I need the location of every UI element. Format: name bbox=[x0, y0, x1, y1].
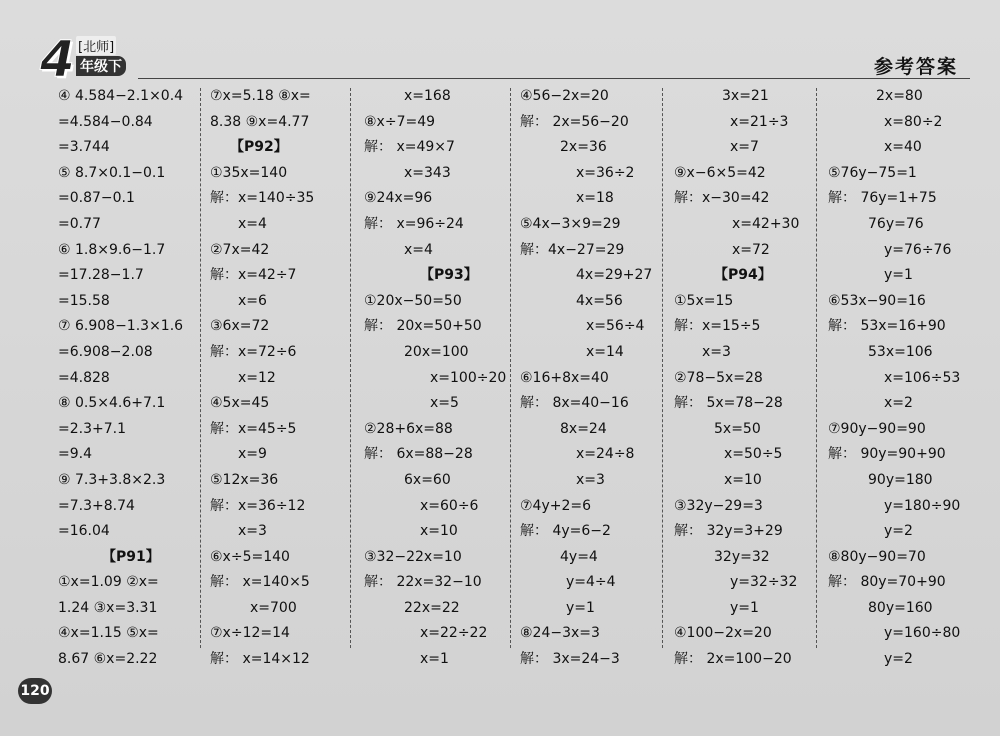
answer-line: =3.744 bbox=[58, 139, 110, 156]
answer-line: ②7x=42 bbox=[210, 241, 270, 258]
answer-line: 解： x=96÷24 bbox=[364, 215, 464, 232]
answer-line: ⑧24−3x=3 bbox=[520, 625, 600, 642]
answer-line: x=36÷2 bbox=[576, 164, 635, 181]
answer-line: ①x=1.09 ②x= bbox=[58, 574, 159, 591]
answer-line: 解：4x−27=29 bbox=[520, 241, 625, 258]
answer-line: 8.38 ⑨x=4.77 bbox=[210, 113, 310, 130]
answer-line: x=14 bbox=[586, 343, 624, 360]
answer-line: x=18 bbox=[576, 190, 614, 207]
answer-line: ③32−22x=10 bbox=[364, 548, 462, 565]
answer-line: =6.908−2.08 bbox=[58, 343, 153, 360]
answer-line: x=3 bbox=[576, 471, 605, 488]
answer-line: ④5x=45 bbox=[210, 395, 270, 412]
answer-line: =4.828 bbox=[58, 369, 110, 386]
answer-line: x=56÷4 bbox=[586, 318, 645, 335]
answer-line: 解： x=49×7 bbox=[364, 139, 455, 156]
answer-line: ④ 4.584−2.1×0.4 bbox=[58, 88, 184, 104]
answer-line: ⑤76y−75=1 bbox=[828, 164, 917, 181]
answer-line: 解：x−30=42 bbox=[674, 190, 770, 207]
answer-line: ⑥16+8x=40 bbox=[520, 369, 609, 386]
page-number: 120 bbox=[18, 678, 52, 704]
answer-line: ②78−5x=28 bbox=[674, 369, 763, 386]
answer-line: x=60÷6 bbox=[420, 497, 479, 514]
answer-line: ⑤ 8.7×0.1−0.1 bbox=[58, 164, 166, 181]
answer-line: 解： 6x=88−28 bbox=[364, 446, 473, 463]
answer-line: y=4÷4 bbox=[566, 574, 616, 591]
edition-label: [北师] bbox=[76, 36, 116, 55]
answer-line: x=12 bbox=[238, 369, 276, 386]
answer-line: ③6x=72 bbox=[210, 318, 270, 335]
answer-line: x=10 bbox=[420, 523, 458, 540]
answer-column-6 bbox=[828, 84, 978, 668]
answer-line: x=1 bbox=[420, 651, 449, 668]
answer-line: ②28+6x=88 bbox=[364, 420, 453, 437]
answer-line: ⑥x÷5=140 bbox=[210, 548, 290, 565]
answer-line: y=2 bbox=[884, 523, 913, 540]
answer-line: ⑦4y+2=6 bbox=[520, 497, 592, 514]
answer-line: 解：x=140÷35 bbox=[210, 190, 315, 207]
answer-line: 4x=56 bbox=[576, 292, 623, 309]
answer-line: 解： 8x=40−16 bbox=[520, 395, 629, 412]
answer-line: x=106÷53 bbox=[884, 369, 961, 386]
answer-line: =9.4 bbox=[58, 446, 92, 463]
answer-line: ④56−2x=20 bbox=[520, 88, 609, 104]
answer-line: x=72 bbox=[732, 241, 770, 258]
answer-line: 解： 90y=90+90 bbox=[828, 446, 946, 463]
answer-line: 解： 20x=50+50 bbox=[364, 318, 482, 335]
answer-line: x=4 bbox=[238, 215, 267, 232]
answer-line: 8x=24 bbox=[560, 420, 607, 437]
answer-line: 解：x=36÷12 bbox=[210, 497, 306, 514]
answer-line: y=160÷80 bbox=[884, 625, 961, 642]
answer-line: ⑧x÷7=49 bbox=[364, 113, 436, 130]
grade-badge bbox=[40, 30, 140, 88]
answer-line: x=22÷22 bbox=[420, 625, 488, 642]
answer-line: 2x=80 bbox=[876, 88, 923, 104]
answer-line: y=2 bbox=[884, 651, 913, 668]
answer-line: y=1 bbox=[884, 267, 913, 284]
answer-line: 解： 4y=6−2 bbox=[520, 523, 611, 540]
answer-line: x=3 bbox=[238, 523, 267, 540]
section-heading: 【P92】 bbox=[230, 139, 288, 156]
answer-line: 4y=4 bbox=[560, 548, 598, 565]
answer-line: =4.584−0.84 bbox=[58, 113, 153, 130]
answer-line: x=42+30 bbox=[732, 215, 800, 232]
answer-line: x=7 bbox=[730, 139, 759, 156]
answer-line: 2x=36 bbox=[560, 139, 607, 156]
answer-line: x=40 bbox=[884, 139, 922, 156]
answer-line: y=32÷32 bbox=[730, 574, 798, 591]
answer-line: 解： 3x=24−3 bbox=[520, 651, 620, 668]
answer-line: ①5x=15 bbox=[674, 292, 734, 309]
answer-line: x=2 bbox=[884, 395, 913, 412]
answer-line: x=10 bbox=[724, 471, 762, 488]
grade-number: 4 bbox=[40, 30, 75, 88]
answer-line: ⑤12x=36 bbox=[210, 471, 279, 488]
answer-line: x=80÷2 bbox=[884, 113, 943, 130]
answer-line: 解： 32y=3+29 bbox=[674, 523, 783, 540]
answer-line: 90y=180 bbox=[868, 471, 933, 488]
answer-line: y=1 bbox=[566, 599, 595, 616]
answer-line: 解： 53x=16+90 bbox=[828, 318, 946, 335]
answer-line: ④100−2x=20 bbox=[674, 625, 772, 642]
answer-line: x=700 bbox=[250, 599, 297, 616]
answer-line: 解： 22x=32−10 bbox=[364, 574, 482, 591]
answer-line: y=1 bbox=[730, 599, 759, 616]
answer-line: =7.3+8.74 bbox=[58, 497, 135, 514]
grade-level-label: 年级下 bbox=[76, 56, 126, 76]
answer-line: ⑦ 6.908−1.3×1.6 bbox=[58, 318, 184, 335]
answer-line: 20x=100 bbox=[404, 343, 469, 360]
answer-line: 1.24 ③x=3.31 bbox=[58, 599, 158, 616]
answer-line: 解： x=140×5 bbox=[210, 574, 310, 591]
answer-line: x=343 bbox=[404, 164, 451, 181]
answer-line: 80y=160 bbox=[868, 599, 933, 616]
answer-line: =0.77 bbox=[58, 215, 101, 232]
answer-line: x=100÷20 bbox=[430, 369, 507, 386]
answer-line: x=5 bbox=[430, 395, 459, 412]
answer-line: 解： 2x=56−20 bbox=[520, 113, 629, 130]
page-title: 参考答案 bbox=[873, 56, 958, 78]
answer-line: ①35x=140 bbox=[210, 164, 288, 181]
answer-line: ⑨24x=96 bbox=[364, 190, 433, 207]
section-heading: 【P91】 bbox=[102, 548, 160, 565]
answer-line: ④x=1.15 ⑤x= bbox=[58, 625, 159, 642]
answer-line: x=4 bbox=[404, 241, 433, 258]
answer-column-4 bbox=[520, 84, 660, 668]
answer-line: 解： 80y=70+90 bbox=[828, 574, 946, 591]
answer-line: x=3 bbox=[702, 343, 731, 360]
answer-line: ⑤4x−3×9=29 bbox=[520, 215, 621, 232]
answer-line: x=50÷5 bbox=[724, 446, 783, 463]
answer-column-2 bbox=[210, 84, 348, 668]
answer-line: 6x=60 bbox=[404, 471, 451, 488]
answer-line: 8.67 ⑥x=2.22 bbox=[58, 651, 158, 668]
answer-line: ③32y−29=3 bbox=[674, 497, 763, 514]
answer-line: x=21÷3 bbox=[730, 113, 789, 130]
answer-line: 解： 76y=1+75 bbox=[828, 190, 937, 207]
answer-line: 3x=21 bbox=[722, 88, 769, 104]
answer-line: x=9 bbox=[238, 446, 267, 463]
answer-line: =17.28−1.7 bbox=[58, 267, 144, 284]
answer-line: =16.04 bbox=[58, 523, 110, 540]
answer-line: 解： 5x=78−28 bbox=[674, 395, 783, 412]
answer-line: y=180÷90 bbox=[884, 497, 961, 514]
answer-line: =15.58 bbox=[58, 292, 110, 309]
answer-line: x=6 bbox=[238, 292, 267, 309]
answer-line: y=76÷76 bbox=[884, 241, 952, 258]
answer-line: 76y=76 bbox=[868, 215, 924, 232]
answer-line: 5x=50 bbox=[714, 420, 761, 437]
answer-column-1 bbox=[58, 84, 198, 668]
answer-line: =2.3+7.1 bbox=[58, 420, 126, 437]
answer-line: =0.87−0.1 bbox=[58, 190, 135, 207]
answer-line: 32y=32 bbox=[714, 548, 770, 565]
answer-column-5 bbox=[674, 84, 814, 668]
answer-line: 22x=22 bbox=[404, 599, 460, 616]
answer-line: 解：x=72÷6 bbox=[210, 343, 297, 360]
answer-line: 解：x=15÷5 bbox=[674, 318, 761, 335]
section-heading: 【P94】 bbox=[714, 267, 772, 284]
answer-line: ⑨x−6×5=42 bbox=[674, 164, 766, 181]
answer-line: ①20x−50=50 bbox=[364, 292, 462, 309]
answer-column-3 bbox=[364, 84, 508, 668]
title-rule bbox=[138, 78, 970, 79]
answer-line: ⑦x÷12=14 bbox=[210, 625, 290, 642]
answer-line: 解：x=42÷7 bbox=[210, 267, 297, 284]
answer-line: x=24÷8 bbox=[576, 446, 635, 463]
answer-line: 解： x=14×12 bbox=[210, 651, 310, 668]
answer-columns bbox=[0, 84, 1000, 668]
answer-line: 53x=106 bbox=[868, 343, 933, 360]
section-heading: 【P93】 bbox=[420, 267, 478, 284]
answer-line: ⑦90y−90=90 bbox=[828, 420, 926, 437]
answer-line: ⑥53x−90=16 bbox=[828, 292, 926, 309]
answer-line: ⑧80y−90=70 bbox=[828, 548, 926, 565]
answer-line: 4x=29+27 bbox=[576, 267, 653, 284]
answer-line: 解：x=45÷5 bbox=[210, 420, 297, 437]
answer-line: 解： 2x=100−20 bbox=[674, 651, 792, 668]
answer-line: ⑥ 1.8×9.6−1.7 bbox=[58, 241, 166, 258]
answer-line: ⑧ 0.5×4.6+7.1 bbox=[58, 395, 166, 412]
answer-line: x=168 bbox=[404, 88, 451, 104]
answer-line: ⑨ 7.3+3.8×2.3 bbox=[58, 471, 166, 488]
answer-line: ⑦x=5.18 ⑧x= bbox=[210, 88, 311, 104]
